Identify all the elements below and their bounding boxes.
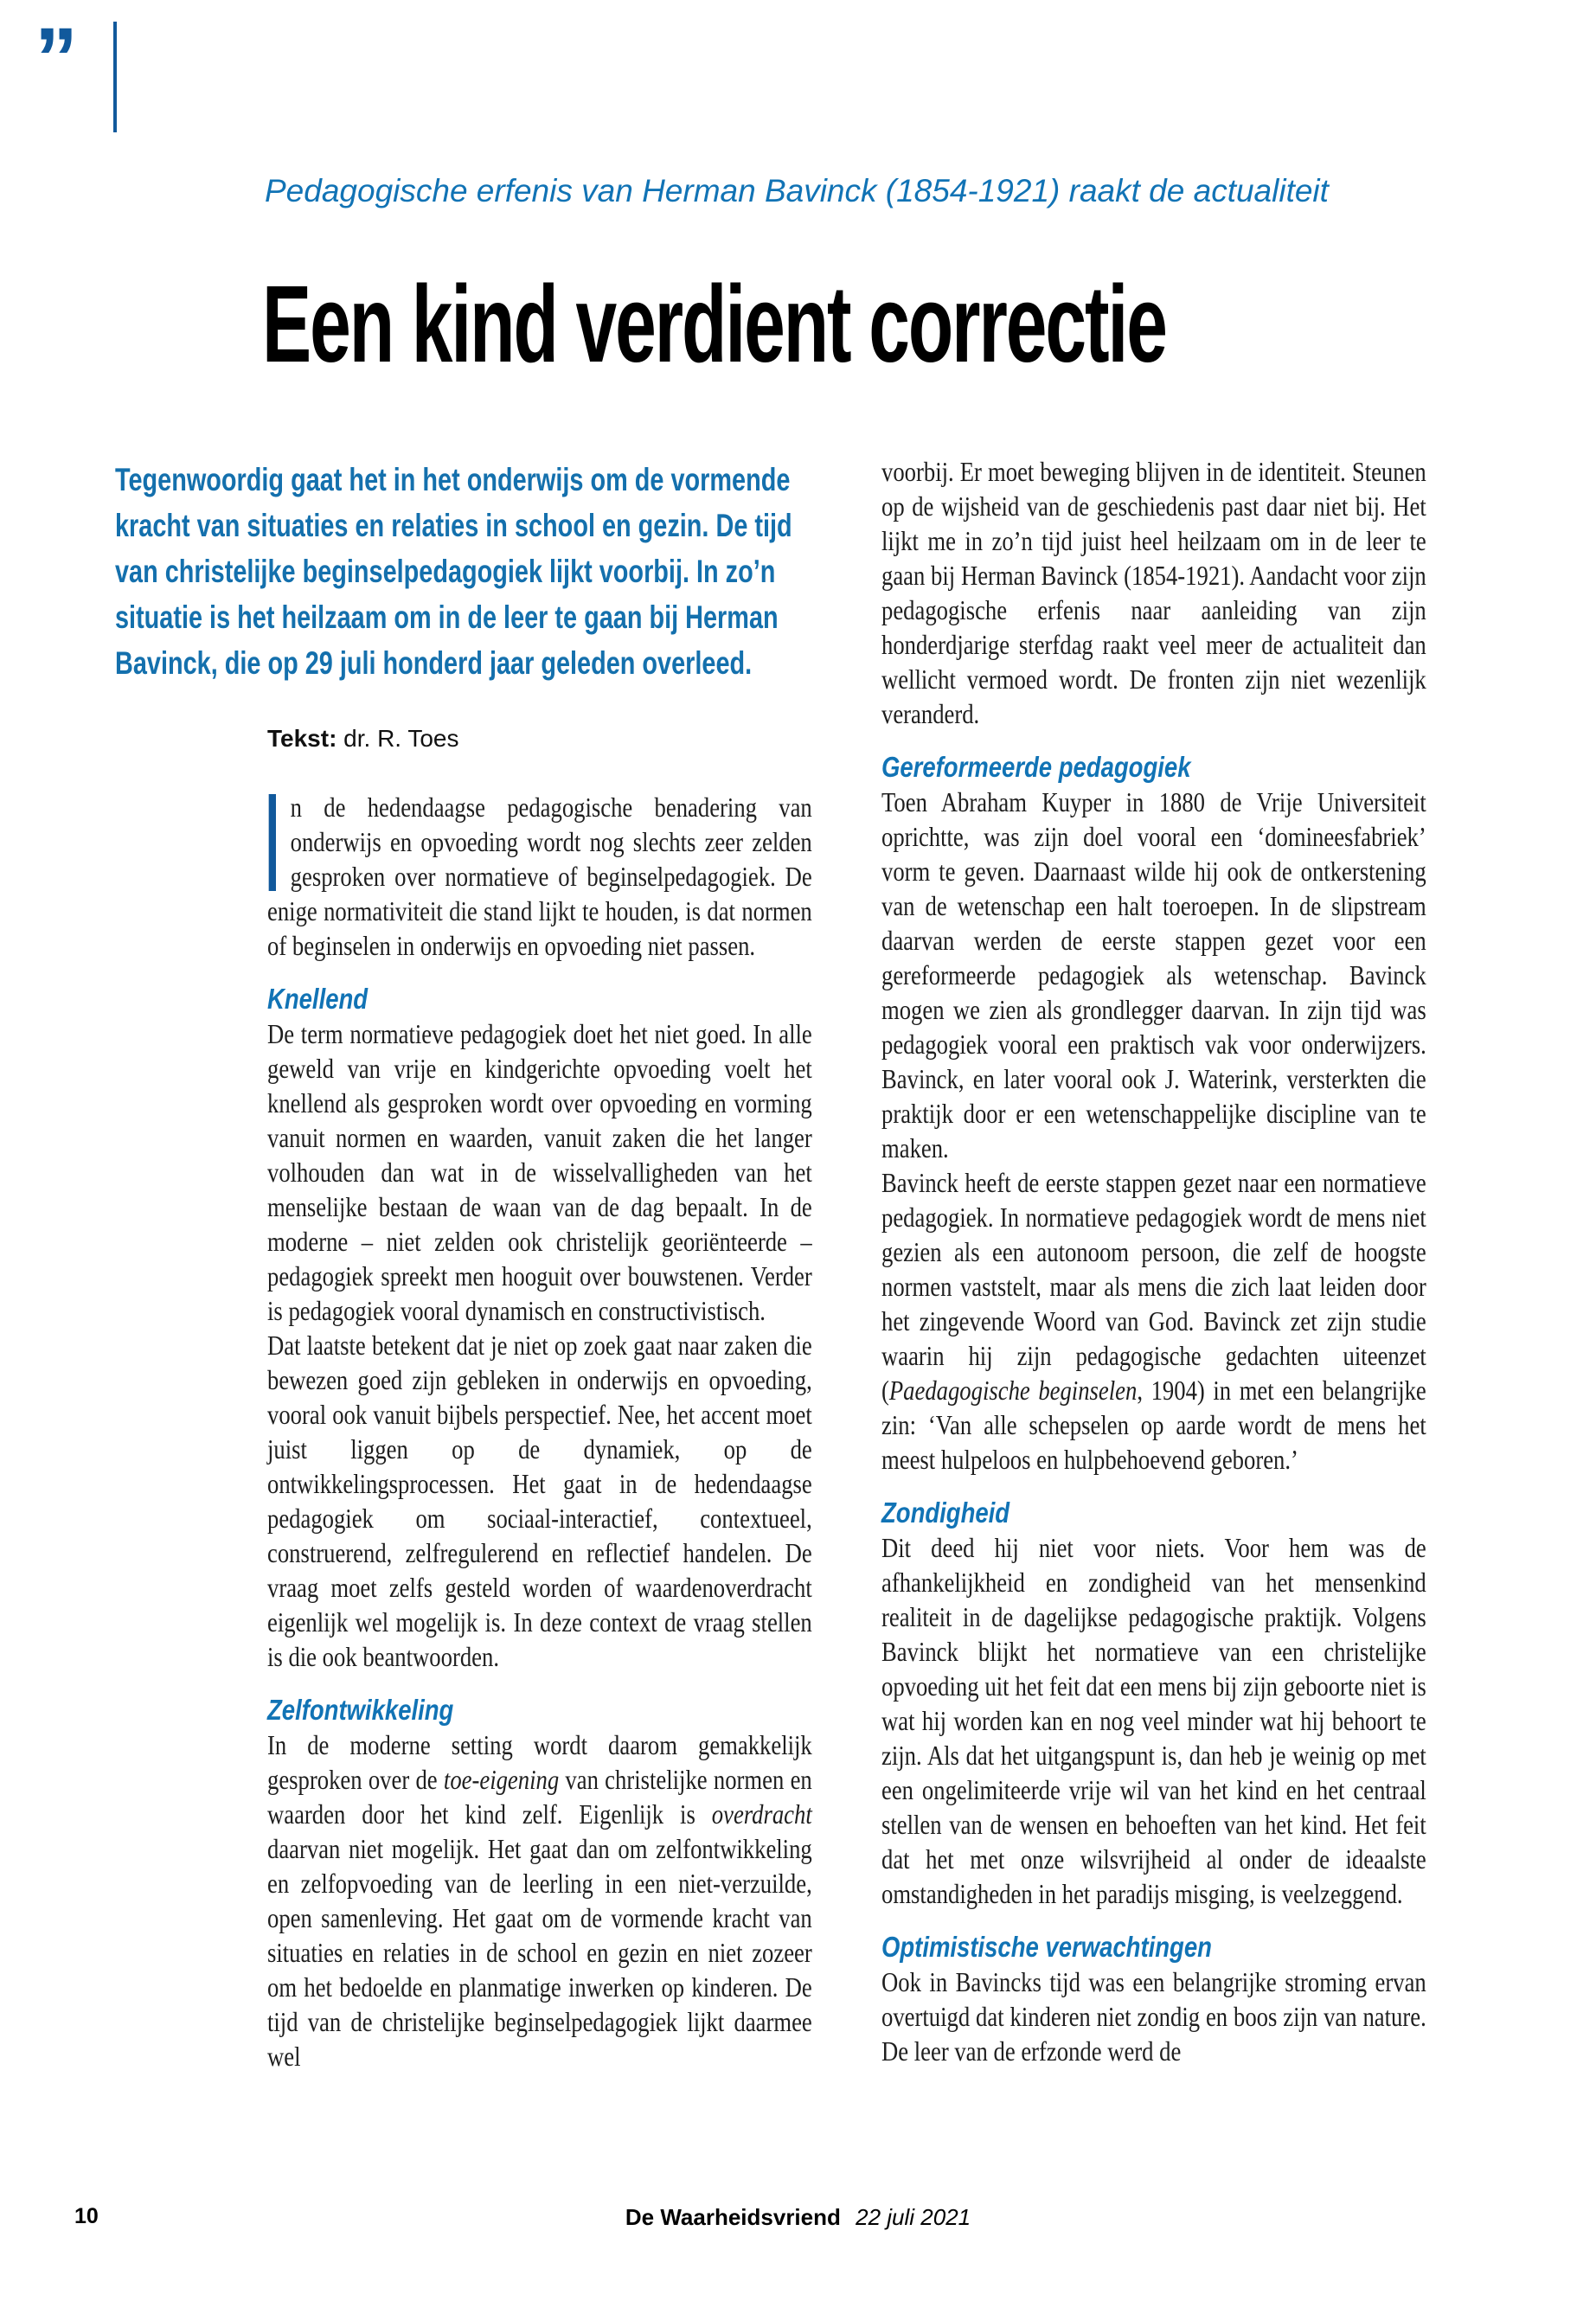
italic-text: overdracht (711, 1798, 812, 1830)
body-text: Bavinck heeft de eerste stappen gezet naar een normatieve pedagogiek. In normatieve pedagogiek wordt de mens niet gezien als een autonoom persoon, die zelf de hoogste normen vaststelt, maar als mens die zich laat leiden door het zingevende Woord van God. Bavinck zet zijn studie waarin hij zijn pedagogische gedachten uiteenzet ( (881, 1167, 1426, 1406)
vertical-rule (113, 22, 117, 132)
intro-paragraph: Tegenwoordig gaat het in het onderwijs om de vormende kracht van situaties en relaties in school en gezin. De tijd van christelijke beginselpedagogiek lijkt voorbij. In zo’n situatie is het heilzaam om in de leer te gaan bij Herman Bavinck, die op 29 juli honderd jaar geleden overleed. (115, 462, 792, 681)
body-paragraph (881, 1965, 1426, 2068)
section-heading: Knellend (267, 983, 369, 1015)
page-number: 10 (74, 2204, 99, 2228)
byline-label: Tekst: (267, 725, 337, 752)
body-paragraph (881, 1530, 1426, 1911)
body-text: Dat laatste betekent dat je niet op zoek gaat naar zaken die bewezen goed zijn gebleken in onderwijs en opvoeding, vooral ook vanuit bijbels perspectief. Nee, het accent moet juist liggen op de dynamiek, op de ontwikkelingsprocessen. Het gaat in de hedendaagse pedagogiek om sociaal-interactief, contextueel, construerend, zelfregulerend en reflectief handelen. De vraag moet zelfs gesteld worden of waardenoverdracht eigenlijk wel mogelijk is. In deze context de vraag stellen is die ook beantwoorden. (267, 1330, 812, 1672)
italic-text: Paedagogische beginselen (888, 1375, 1138, 1406)
section-heading: Zelfontwikkeling (267, 1694, 454, 1726)
byline-author: dr. R. Toes (343, 725, 459, 752)
body-text: In de moderne setting wordt daarom gemakkelijk gesproken over de (267, 1729, 812, 1795)
body-text: van christelijke normen en waarden door het kind zelf. Eigenlijk is (267, 1764, 812, 1830)
footer (0, 2204, 1596, 2231)
byline (267, 725, 459, 753)
body-paragraph (881, 1165, 1426, 1477)
section-heading: Zondigheid (881, 1497, 1010, 1529)
body-text: De term normatieve pedagogiek doet het niet goed. In alle geweld van vrije en kindgerichte opvoeding voelt het knellend als gesproken wordt over opvoeding en vorming vanuit normen en waarden, vanuit zaken die het langer volhouden dan wat in de wisselvalligheden van het menselijke bestaan de waan van de dag bepaalt. In de moderne – niet zelden ook christelijk georiënteerde – pedagogiek spreekt men hooguit over bouwstenen. Verder is pedagogiek vooral dynamisch en constructivistisch. (267, 1018, 812, 1326)
body-paragraph (267, 1016, 812, 1328)
body-paragraph (267, 1328, 812, 1674)
body-text: voorbij. Er moet beweging blijven in de identiteit. Steunen op de wijsheid van de geschiedenis past daar niet bij. Het lijkt me in zo’n tijd juist heel heilzaam om in de leer te gaan bij Herman Bavinck (1854-1921). Aandacht voor zijn pedagogische erfenis naar aanleiding van zijn honderdjarige sterfdag raakt veel meer de actualiteit dan wellicht vermoed wordt. De fronten zijn niet wezenlijk veranderd. (881, 456, 1426, 729)
italic-text: toe-eigening (443, 1764, 560, 1795)
section-heading: Optimistische verwachtingen (881, 1931, 1212, 1963)
section-heading: Gereformeerde pedagogiek (881, 751, 1191, 783)
body-text: , 1904) in met een belangrijke zin: ‘Van alle schepselen op aarde wordt de mens het meest hulpeloos en hulpbehoevend geboren.’ (881, 1375, 1426, 1475)
quote-mark-icon: ” (35, 10, 78, 107)
body-text: Toen Abraham Kuyper in 1880 de Vrije Universiteit oprichtte, was zijn doel vooral een ‘domineesfabriek’ vorm te geven. Daarnaast wilde hij ook de ontkerstening van de wetenschap een halt toeroepen. In de slipstream daarvan werden de eerste stappen gezet voor een gereformeerde pedagogiek als wetenschap. Bavinck mogen we zien als grondlegger daarvan. In zijn tijd was pedagogiek vooral een praktisch vak voor onderwijzers. Bavinck, en later vooral ook J. Waterink, versterkten die praktijk door er een wetenschappelijke discipline van te maken. (881, 786, 1426, 1163)
headline: Een kind verdient correctie (262, 263, 1166, 385)
body-text: daarvan niet mogelijk. Het gaat dan om zelfontwikkeling en zelfopvoeding van de leerling in een niet-verzuilde, open samenleving. Het gaat om de vormende kracht van situaties en relaties in de school en gezin en niet zozeer om het bedoelde en planmatige inwerken op kinderen. De tijd van de christelijke beginselpedagogiek lijkt daarmee wel (267, 1833, 812, 2072)
body-paragraph (881, 785, 1426, 1165)
dropcap-letter-i (269, 794, 276, 891)
body-text: Dit deed hij niet voor niets. Voor hem was de afhankelijkheid en zondigheid van het mensenkind realiteit in de dagelijkse pedagogische praktijk. Volgens Bavinck blijkt het normatieve van een christelijke opvoeding uit het feit dat een mens bij zijn geboorte niet is wat hij worden kan en nog veel minder wat hij behoort te zijn. Als dat het uitgangspunt is, dan heb je weinig op met een ongelimiteerde vrije wil van het kind en het centraal stellen van de wensen en behoeften van het kind. Het feit dat het met onze wilsvrijheid al onder de ideaalste omstandigheden in het paradijs misging, is veelzeggend. (881, 1532, 1426, 1909)
body-text: n de hedendaagse pedagogische benadering van onderwijs en opvoeding wordt nog slechts zeer zelden gesproken over normatieve of beginselpedagogiek. De enige normativiteit die stand lijkt te houden, is dat normen of beginselen in onderwijs en opvoeding niet passen. (267, 792, 812, 961)
kicker: Pedagogische erfenis van Herman Bavinck (1854-1921) raakt de actualiteit (265, 173, 1329, 208)
body-text: Ook in Bavincks tijd was een belangrijke stroming ervan overtuigd dat kinderen niet zondig en boos zijn van nature. De leer van de erfzonde werd de (881, 1966, 1426, 2067)
body-paragraph (881, 454, 1426, 731)
magazine-name: De Waarheidsvriend (625, 2204, 841, 2230)
body-paragraph (267, 1727, 812, 2073)
issue-date: 22 juli 2021 (856, 2204, 971, 2230)
body-paragraph (267, 790, 812, 963)
left-column (267, 790, 812, 2073)
right-column (881, 454, 1426, 2068)
